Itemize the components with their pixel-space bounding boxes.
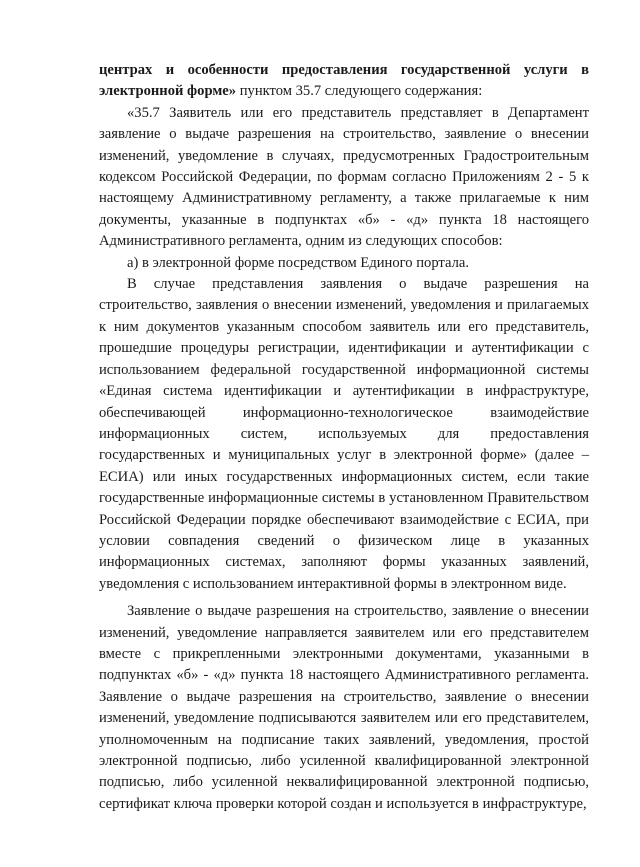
- item-a: а) в электронной форме посредством Единого портала.: [127, 254, 470, 271]
- paragraph-application: Заявление о выдаче разрешения на строительство, заявление о внесении изменений, уведомление направляется заявителем или его представителем вместе с прикрепленными электронными документами, указанными в подпунктах «б» - «д» пункта 18 настоящего Административного регламента. Заявление о выдаче разрешения на строительство, заявление о внесении изменений, уведомление подписываются заявителем или его представителем, уполномоченным на подписание таких заявлений, уведомления, простой электронной подписью, либо усиленной квалифицированной электронной подписью, либо усиленной неквалифицированной электронной подписью, сертификат ключа проверки которой создан и используется в инфраструктуре,: [99, 603, 589, 812]
- intro-bold-text: центрах и особенности предоставления государственной услуги в электронной форме»: [99, 62, 589, 100]
- paragraph-35-7: «35.7 Заявитель или его представитель представляет в Департамент заявление о выдаче разрешения на строительство, заявление о внесении изменений, уведомление в случаях, предусмотренных Градостроительным кодексом Российской Федерации, по формам согласно Приложениям 2 - 5 к настоящему Административному регламенту, а также прилагаемые к ним документы, указанные в подпунктах «б» - «д» пункта 18 настоящего Административного регламента, одним из следующих способов:: [99, 104, 589, 250]
- document-body: [99, 60, 589, 815]
- intro-rest-text: пунктом 35.7 следующего содержания:: [236, 83, 483, 100]
- paragraph-case: В случае представления заявления о выдаче разрешения на строительство, заявления о внесении изменений, уведомления и прилагаемых к ним документов указанным способом заявитель или его представитель, прошедшие процедуры регистрации, идентификации и аутентификации с использованием федеральной государственной информационной системы «Единая система идентификации и аутентификации в инфраструктуре, обеспечивающей информационно-технологическое взаимодействие информационных систем, используемых для предоставления государственных и муниципальных услуг в электронной форме» (далее – ЕСИА) или иных государственных информационных систем, если такие государственные информационные системы в установленном Правительством Российской Федерации порядке обеспечивают взаимодействие с ЕСИА, при условии совпадения сведений о физическом лице в указанных информационных системах, заполняют формы указанных заявлений, уведомления с использованием интерактивной формы в электронном виде.: [99, 276, 589, 592]
- intro-paragraph: [99, 60, 589, 103]
